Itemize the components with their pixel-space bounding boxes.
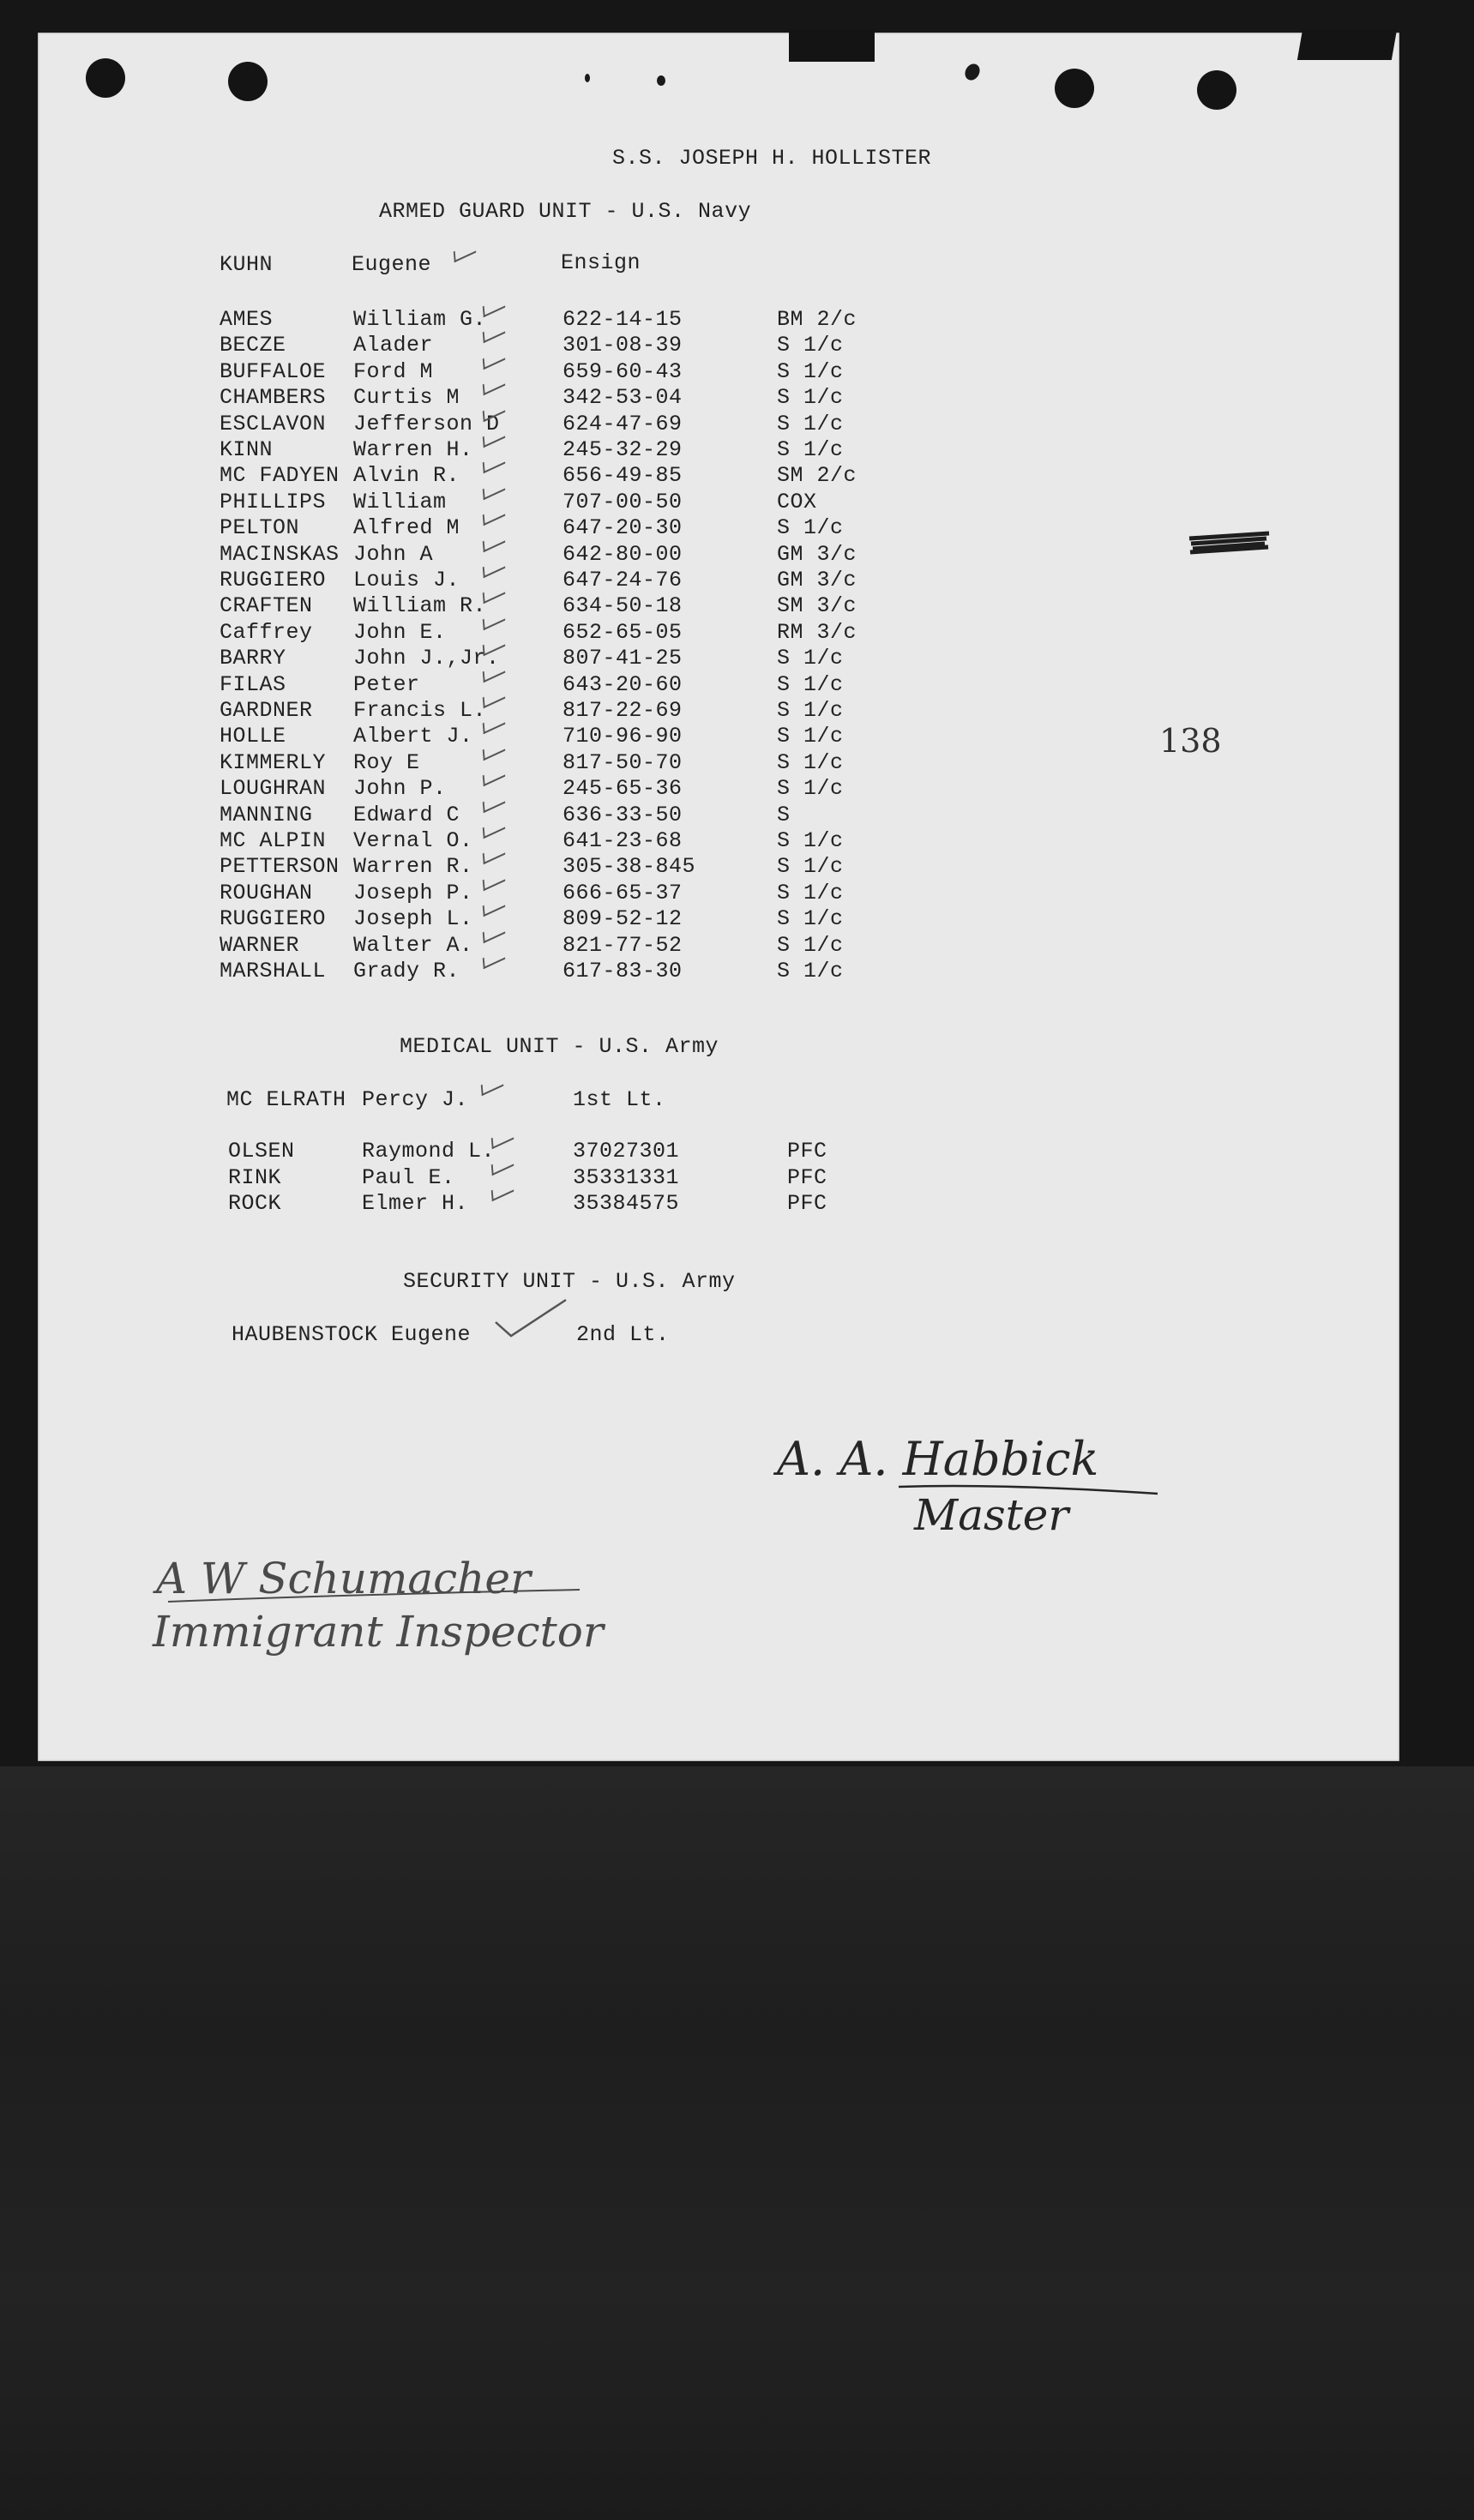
crew-rate: S 1/c	[777, 724, 844, 749]
armed-guard-heading: ARMED GUARD UNIT - U.S. Navy	[379, 199, 752, 224]
crew-last-name: FILAS	[220, 671, 286, 697]
crew-rate: PFC	[787, 1139, 827, 1164]
crew-service-number: 624-47-69	[563, 411, 683, 436]
crew-rate: SM 2/c	[777, 463, 857, 489]
crew-rate: S 1/c	[777, 880, 844, 905]
crew-rate: GM 3/c	[777, 541, 857, 567]
crew-rate: S 1/c	[777, 906, 844, 932]
crew-last-name: MANNING	[220, 802, 313, 827]
crew-first-name: John E.	[353, 619, 447, 645]
scan-background	[0, 1766, 1474, 2520]
crew-service-number: 622-14-15	[563, 307, 683, 332]
ink-strike-mark	[1188, 530, 1273, 556]
crew-rate: SM 3/c	[777, 593, 857, 619]
crew-last-name: PETTERSON	[220, 854, 340, 880]
officer-last-name: KUHN	[220, 252, 274, 277]
crew-service-number: 301-08-39	[563, 333, 683, 358]
crew-last-name: GARDNER	[220, 698, 313, 723]
crew-service-number: 245-32-29	[563, 437, 683, 462]
crew-last-name: LOUGHRAN	[220, 776, 327, 802]
crew-first-name: William R.	[353, 593, 487, 619]
crew-service-number: 821-77-52	[563, 932, 683, 958]
crew-service-number: 245-65-36	[563, 776, 683, 802]
crew-service-number: 636-33-50	[563, 802, 683, 827]
crew-service-number: 652-65-05	[563, 619, 683, 645]
crew-service-number: 666-65-37	[563, 880, 683, 905]
crew-first-name: Elmer H.	[362, 1191, 469, 1216]
crew-rate: COX	[777, 489, 817, 514]
crew-last-name: WARNER	[220, 932, 300, 958]
crew-first-name: Joseph L.	[353, 906, 473, 932]
crew-service-number: 710-96-90	[563, 724, 683, 749]
crew-service-number: 35331331	[573, 1164, 680, 1190]
crew-first-name: Grady R.	[353, 959, 460, 983]
officer-rank: Ensign	[561, 250, 641, 275]
crew-service-number: 634-50-18	[563, 593, 683, 619]
crew-rate: S 1/c	[777, 959, 844, 983]
inspector-signature	[151, 1543, 674, 1698]
crew-rate: PFC	[787, 1164, 827, 1190]
crew-first-name: Raymond L.	[362, 1139, 496, 1164]
crew-last-name: RUGGIERO	[220, 906, 327, 932]
crew-last-name: OLSEN	[228, 1139, 295, 1164]
page-number: 138	[1159, 722, 1222, 760]
crew-rate: S 1/c	[777, 437, 844, 462]
master-signature-name: A. A. Habbick	[777, 1432, 1099, 1486]
crew-first-name: Alader	[353, 333, 434, 358]
inspector-signature-title: Immigrant Inspector	[153, 1607, 604, 1657]
crew-first-name: Albert J.	[353, 724, 473, 749]
speck	[585, 74, 590, 82]
crew-last-name: MC FADYEN	[220, 463, 340, 489]
crew-last-name: KINN	[220, 437, 274, 462]
speck	[962, 61, 983, 82]
crew-rate: S 1/c	[777, 749, 844, 775]
medical-heading: MEDICAL UNIT - U.S. Army	[400, 1034, 719, 1059]
crew-last-name: KIMMERLY	[220, 749, 327, 775]
crew-rate: S 1/c	[777, 698, 844, 723]
crew-service-number: 807-41-25	[563, 646, 683, 671]
crew-first-name: Edward C	[353, 802, 460, 827]
master-signature-title: Master	[914, 1490, 1069, 1540]
crew-rate: RM 3/c	[777, 619, 857, 645]
crew-service-number: 647-20-30	[563, 515, 683, 541]
crew-rate: S 1/c	[777, 646, 844, 671]
crew-service-number: 809-52-12	[563, 906, 683, 932]
crew-last-name: PELTON	[220, 515, 300, 541]
crew-first-name: Joseph P.	[353, 880, 473, 905]
crew-first-name: Louis J.	[353, 568, 460, 592]
crew-service-number: 37027301	[573, 1139, 680, 1164]
officer-rank: 2nd Lt.	[576, 1322, 670, 1347]
crew-rate: S 1/c	[777, 776, 844, 802]
crew-last-name: ROCK	[228, 1191, 282, 1216]
crew-first-name: John A	[353, 541, 434, 567]
crew-service-number: 342-53-04	[563, 385, 683, 411]
crew-service-number: 35384575	[573, 1191, 680, 1216]
crew-service-number: 641-23-68	[563, 828, 683, 853]
crew-last-name: BARRY	[220, 646, 286, 671]
crew-first-name: William G.	[353, 307, 487, 332]
crew-first-name: John J.,Jr.	[353, 646, 500, 671]
crew-rate: GM 3/c	[777, 568, 857, 592]
crew-service-number: 642-80-00	[563, 541, 683, 567]
crew-first-name: Warren H.	[353, 437, 473, 462]
crew-last-name: PHILLIPS	[220, 489, 327, 514]
security-heading: SECURITY UNIT - U.S. Army	[403, 1269, 736, 1294]
crew-first-name: Francis L.	[353, 698, 487, 723]
ship-title: S.S. JOSEPH H. HOLLISTER	[612, 146, 932, 171]
officer-last-name: HAUBENSTOCK	[232, 1322, 378, 1347]
crew-first-name: Alfred M	[353, 515, 460, 541]
crew-rate: S 1/c	[777, 828, 844, 853]
crew-rate: S 1/c	[777, 854, 844, 880]
crew-rate: S 1/c	[777, 333, 844, 358]
crew-rate: S 1/c	[777, 385, 844, 411]
officer-first-name: Eugene	[391, 1322, 472, 1347]
crew-first-name: Walter A.	[353, 932, 473, 958]
check-mark	[492, 1296, 569, 1339]
crew-last-name: RUGGIERO	[220, 568, 327, 592]
crew-rate: S	[777, 802, 791, 827]
speck	[657, 75, 665, 86]
crew-rate: S 1/c	[777, 932, 844, 958]
crew-service-number: 617-83-30	[563, 959, 683, 983]
officer-last-name: MC ELRATH	[226, 1087, 346, 1112]
crew-first-name: Ford M	[353, 358, 434, 384]
inspector-signature-name: A W Schumacher	[156, 1554, 531, 1603]
crew-first-name: Curtis M	[353, 385, 460, 411]
crew-last-name: MARSHALL	[220, 959, 327, 983]
crew-last-name: Caffrey	[220, 619, 313, 645]
crew-last-name: ROUGHAN	[220, 880, 313, 905]
crew-first-name: Roy E	[353, 749, 420, 775]
crew-service-number: 647-24-76	[563, 568, 683, 592]
crew-rate: S 1/c	[777, 411, 844, 436]
crew-last-name: BUFFALOE	[220, 358, 327, 384]
crew-service-number: 656-49-85	[563, 463, 683, 489]
punch-hole	[1197, 70, 1236, 110]
crew-last-name: RINK	[228, 1164, 282, 1190]
punch-hole	[86, 58, 125, 98]
crew-last-name: ESCLAVON	[220, 411, 327, 436]
crew-first-name: John P.	[353, 776, 447, 802]
master-signature	[770, 1425, 1173, 1554]
crew-first-name: Alvin R.	[353, 463, 460, 489]
crew-last-name: MC ALPIN	[220, 828, 327, 853]
punch-hole	[228, 62, 268, 101]
crew-last-name: BECZE	[220, 333, 286, 358]
officer-rank: 1st Lt.	[573, 1087, 666, 1112]
punch-hole	[1055, 69, 1094, 108]
crew-last-name: MACINSKAS	[220, 541, 340, 567]
torn-tab	[789, 29, 875, 62]
torn-tab	[1297, 29, 1397, 60]
crew-last-name: HOLLE	[220, 724, 286, 749]
crew-last-name: CHAMBERS	[220, 385, 327, 411]
crew-rate: S 1/c	[777, 358, 844, 384]
crew-rate: S 1/c	[777, 671, 844, 697]
crew-service-number: 305-38-845	[563, 854, 696, 880]
crew-last-name: AMES	[220, 307, 274, 332]
crew-first-name: Peter	[353, 671, 420, 697]
crew-first-name: Jefferson D	[353, 411, 500, 436]
crew-service-number: 817-22-69	[563, 698, 683, 723]
crew-rate: BM 2/c	[777, 307, 857, 332]
crew-first-name: William	[353, 489, 447, 514]
officer-first-name: Percy J.	[362, 1087, 469, 1112]
crew-service-number: 707-00-50	[563, 489, 683, 514]
crew-first-name: Vernal O.	[353, 828, 473, 853]
crew-first-name: Paul E.	[362, 1164, 455, 1190]
crew-service-number: 659-60-43	[563, 358, 683, 384]
crew-first-name: Warren R.	[353, 854, 473, 880]
crew-rate: S 1/c	[777, 515, 844, 541]
crew-service-number: 817-50-70	[563, 749, 683, 775]
crew-service-number: 643-20-60	[563, 671, 683, 697]
crew-last-name: CRAFTEN	[220, 593, 313, 619]
crew-rate: PFC	[787, 1191, 827, 1216]
officer-first-name: Eugene	[352, 252, 432, 277]
